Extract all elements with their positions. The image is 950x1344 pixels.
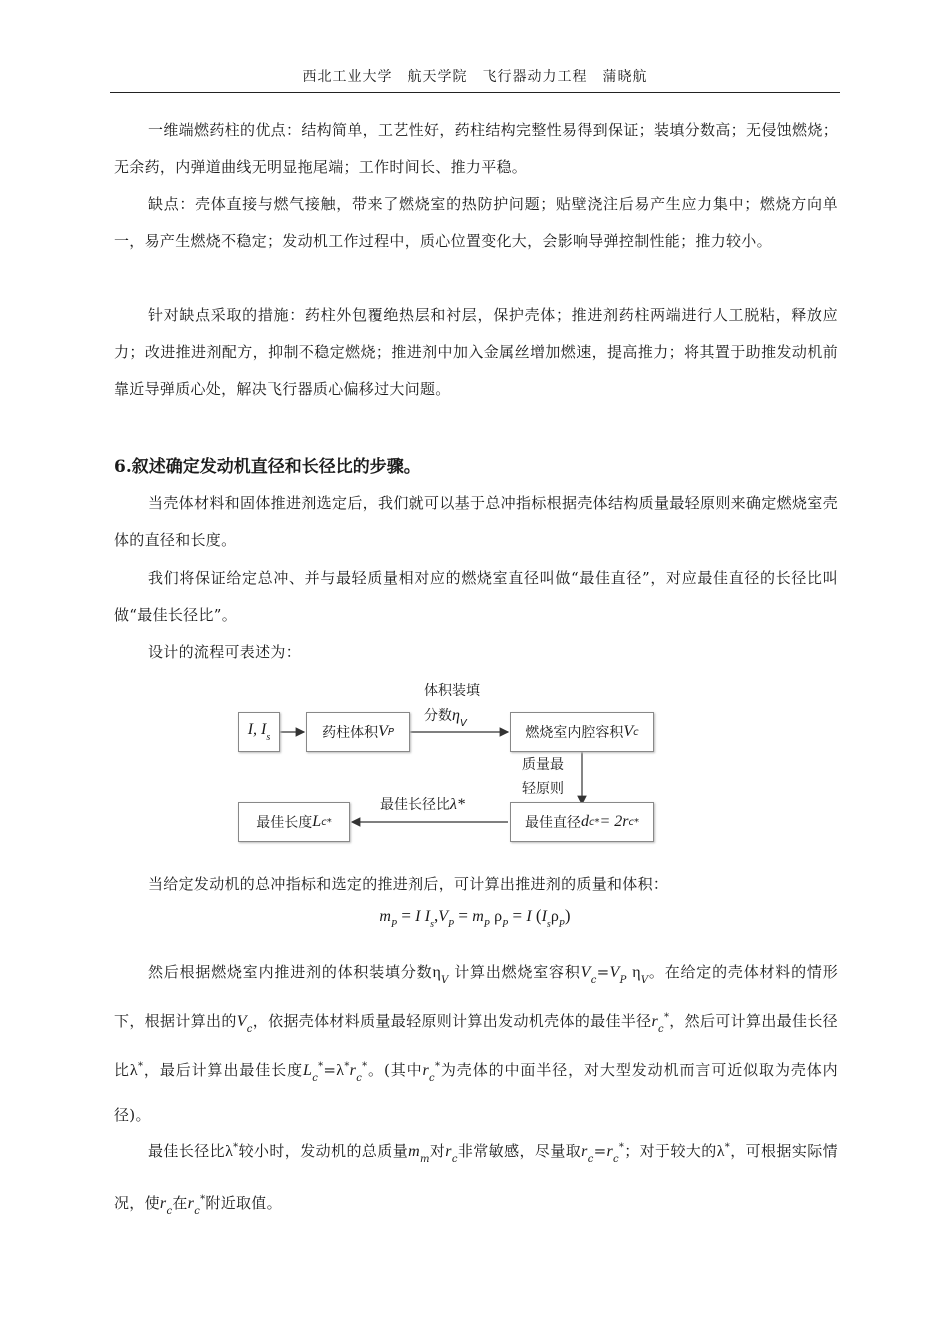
paragraph-advantages: 一维端燃药柱的优点：结构简单，工艺性好，药柱结构完整性易得到保证；装填分数高；无侵蚀燃烧；无余药，内弹道曲线无明显拖尾端；工作时间长、推力平稳。 — [114, 121, 838, 176]
flow-box-diameter: 最佳直径 d c * = 2r c * — [510, 802, 654, 842]
flow-label-fill-2: 分数$\eta_V$ — [424, 707, 467, 729]
flow-box-chamber: 燃烧室内腔容积 V c — [510, 712, 654, 752]
header-rule — [110, 92, 840, 93]
paragraph-calculation: 然后根据燃烧室内推进剂的体积装填分数$\eta_V$ 计算出燃烧室容积$V_c=V_P$ $\eta_V$。在给定的壳体材料的情形下，根据计算出的$V_c$，依据壳体材料质量最轻原则计算出发动机壳体的最佳半径$r_c^*$，然后可计算出最佳长径比λ*，最后计算出最佳长度$L_c^*=\lambda^*r_c^*$。(其中$r_c^*$为壳体的中面半径，对大型发动机而言可近似取为壳体内径)。 — [114, 963, 839, 1124]
flow-label-mass-1: 质量最 — [522, 757, 564, 773]
paragraph-definition: 我们将保证给定总冲、并与最轻质量相对应的燃烧室直径叫做“最佳直径”，对应最佳直径的长径比叫做“最佳长径比”。 — [114, 569, 838, 624]
paragraph-sensitivity: 最佳长径比λ*较小时，发动机的总质量$m_m$对$r_c$非常敏感，尽量取$r_c=r_c^*$；对于较大的λ*，可根据实际情况，使$r_c$在$r_c^*$附近取值。 — [114, 1142, 838, 1217]
flow-box-length: 最佳长度 L c * — [238, 802, 350, 842]
flow-label-fill-1: 体积装填 — [424, 683, 480, 699]
flow-label-mass-2: 轻原则 — [522, 781, 564, 797]
paragraph-flow-intro: 设计的流程可表述为： — [148, 643, 302, 661]
flow-box-input: I, $I_s$ — [238, 712, 280, 752]
paragraph-measures: 针对缺点采取的措施：药柱外包覆绝热层和衬层，保护壳体；推进剂药柱两端进行人工脱粘，释放应力；改进推进剂配方，抑制不稳定燃烧；推进剂中加入金属丝增加燃速，提高推力；将其置于助推发动机前靠近导弹质心处，解决飞行器质心偏移过大问题。 — [114, 306, 838, 398]
page-header: 西北工业大学 航天学院 飞行器动力工程 蒲晓航 — [302, 69, 648, 85]
flow-box-grain-volume: 药柱体积 V P — [306, 712, 410, 752]
flow-label-ratio: 最佳长径比λ* — [380, 796, 465, 813]
section-title: 6.叙述确定发动机直径和长径比的步骤。 — [114, 457, 421, 477]
formula-mass-volume: $m_P = I$ $I_s,V_P = m_P$ $\rho_P = I$ $(I_s\rho_P)$ — [379, 906, 571, 930]
paragraph-intro: 当壳体材料和固体推进剂选定后，我们就可以基于总冲指标根据壳体结构质量最轻原则来确定燃烧室壳体的直径和长度。 — [114, 494, 838, 549]
paragraph-disadvantages: 缺点：壳体直接与燃气接触，带来了燃烧室的热防护问题；贴壁浇注后易产生应力集中；燃烧方向单一，易产生燃烧不稳定；发动机工作过程中，质心位置变化大，会影响导弹控制性能；推力较小。 — [114, 195, 838, 250]
paragraph-formula-intro: 当给定发动机的总冲指标和选定的推进剂后，可计算出推进剂的质量和体积： — [148, 875, 669, 893]
